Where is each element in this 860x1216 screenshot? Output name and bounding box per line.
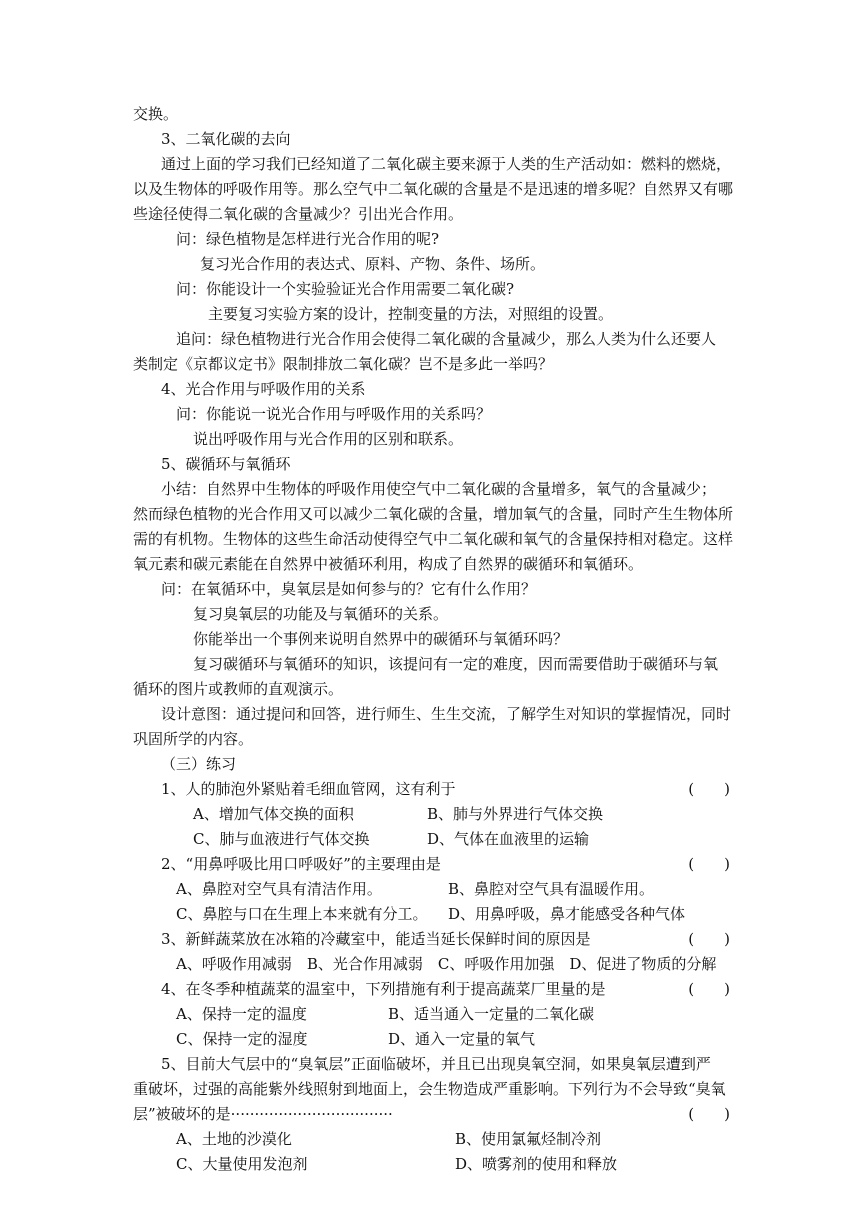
answer-bracket: ( ) [688,980,730,998]
answer-bracket: ( ) [688,855,730,873]
exercise-option: B、使用氯氟烃制冷剂 [455,1130,602,1148]
summary-line: 小结：自然界中生物体的呼吸作用使空气中二氧化碳的含量增多，氧气的含量减少； [161,480,717,498]
text-line: 氧元素和碳元素能在自然界中被循环利用，构成了自然界的碳循环和氧循环。 [133,555,644,573]
exercise-option: C、保持一定的湿度 [176,1030,308,1048]
text-line: 复习碳循环与氧循环的知识，该提问有一定的难度，因而需要借助于碳循环与氧 [193,655,719,673]
text-line: 你能举出一个事例来说明自然界中的碳循环与氧循环吗？ [193,630,569,648]
exercise-option: A、保持一定的温度 [176,1005,307,1023]
exercise-question-3: 3、新鲜蔬菜放在冰箱的冷藏室中，能适当延长保鲜时间的原因是 [161,930,591,948]
exercise-question-4: 4、在冬季种植蔬菜的温室中，下列措施有利于提高蔬菜厂里量的是 [161,980,606,998]
section-heading: 5、碳循环与氧循环 [161,455,291,473]
text-line: 层”被破坏的是·································· [133,1105,393,1123]
text-line: 复习光合作用的表达式、原料、产物、条件、场所。 [200,255,546,273]
exercise-option: B、适当通入一定量的二氧化碳 [388,1005,595,1023]
text-line: 主要复习实验方案的设计，控制变量的方法，对照组的设置。 [208,305,614,323]
exercise-option: B、肺与外界进行气体交换 [427,805,604,823]
section-heading: （三）练习 [161,755,237,773]
exercise-option: B、鼻腔对空气具有温暖作用。 [448,880,655,898]
exercise-option: C、肺与血液进行气体交换 [193,830,370,848]
exercise-option: D、通入一定量的氧气 [388,1030,536,1048]
section-heading: 4、光合作用与呼吸作用的关系 [161,380,366,398]
text-line: 巩固所学的内容。 [133,730,254,748]
text-line: 以及生物体的呼吸作用等。那么空气中二氧化碳的含量是不是迅速的增多呢？自然界又有哪 [133,180,734,198]
answer-bracket: ( ) [688,780,730,798]
text-line: 需的有机物。生物体的这些生命活动使得空气中二氧化碳和氧气的含量保持相对稳定。这样 [133,530,734,548]
text-line: 些途径使得二氧化碳的含量减少？引出光合作用。 [133,205,464,223]
exercise-option: C、鼻腔与口在生理上本来就有分工。 [176,905,428,923]
text-line: 通过上面的学习我们已经知道了二氧化碳主要来源于人类的生产活动如：燃料的燃烧， [161,155,732,173]
exercise-option: A、鼻腔对空气具有清洁作用。 [176,880,382,898]
exercise-option: D、喷雾剂的使用和释放 [455,1155,618,1173]
text-line: 循环的图片或教师的直观演示。 [133,680,344,698]
exercise-question-1: 1、人的肺泡外紧贴着毛细血管网，这有利于 [161,780,456,798]
design-intent-line: 设计意图：通过提问和回答，进行师生、生生交流，了解学生对知识的掌握情况，同时 [161,705,732,723]
question-line: 问：在氧循环中，臭氧层是如何参与的？它有什么作用？ [161,580,537,598]
text-line: 说出呼吸作用与光合作用的区别和联系。 [193,430,464,448]
exercise-option: A、土地的沙漠化 [176,1130,292,1148]
exercise-option: C、大量使用发泡剂 [176,1155,308,1173]
text-line: 类制定《京都议定书》限制排放二氧化碳？岂不是多此一举吗？ [133,355,554,373]
exercise-options-row: A、呼吸作用减弱 B、光合作用减弱 C、呼吸作用加强 D、促进了物质的分解 [176,955,717,973]
question-line: 追问：绿色植物进行光合作用会使得二氧化碳的含量减少，那么人类为什么还要人 [176,330,717,348]
question-line: 问：绿色植物是怎样进行光合作用的呢? [176,230,440,248]
text-line: 复习臭氧层的功能及与氧循环的关系。 [193,605,449,623]
text-line: 然而绿色植物的光合作用又可以减少二氧化碳的含量，增加氧气的含量，同时产生生物体所 [133,505,734,523]
text-line: 重破坏，过强的高能紫外线照射到地面上，会生物造成严重影响。下列行为不会导致“臭氧 [133,1080,726,1098]
exercise-option: D、用鼻呼吸，鼻才能感受各种气体 [448,905,686,923]
answer-bracket: ( ) [688,930,730,948]
exercise-option: A、增加气体交换的面积 [193,805,354,823]
question-line: 问：你能说一说光合作用与呼吸作用的关系吗？ [176,405,492,423]
question-line: 问：你能设计一个实验验证光合作用需要二氧化碳? [176,280,515,298]
section-heading: 3、二氧化碳的去向 [161,130,291,148]
answer-bracket: ( ) [688,1105,730,1123]
exercise-question-5: 5、目前大气层中的“臭氧层”正面临破坏，并且已出现臭氧空洞，如果臭氧层遭到严 [161,1055,711,1073]
exercise-question-2: 2、“用鼻呼吸比用口呼吸好”的主要理由是 [161,855,441,873]
exercise-option: D、气体在血液里的运输 [427,830,590,848]
text-line: 交换。 [133,105,179,123]
